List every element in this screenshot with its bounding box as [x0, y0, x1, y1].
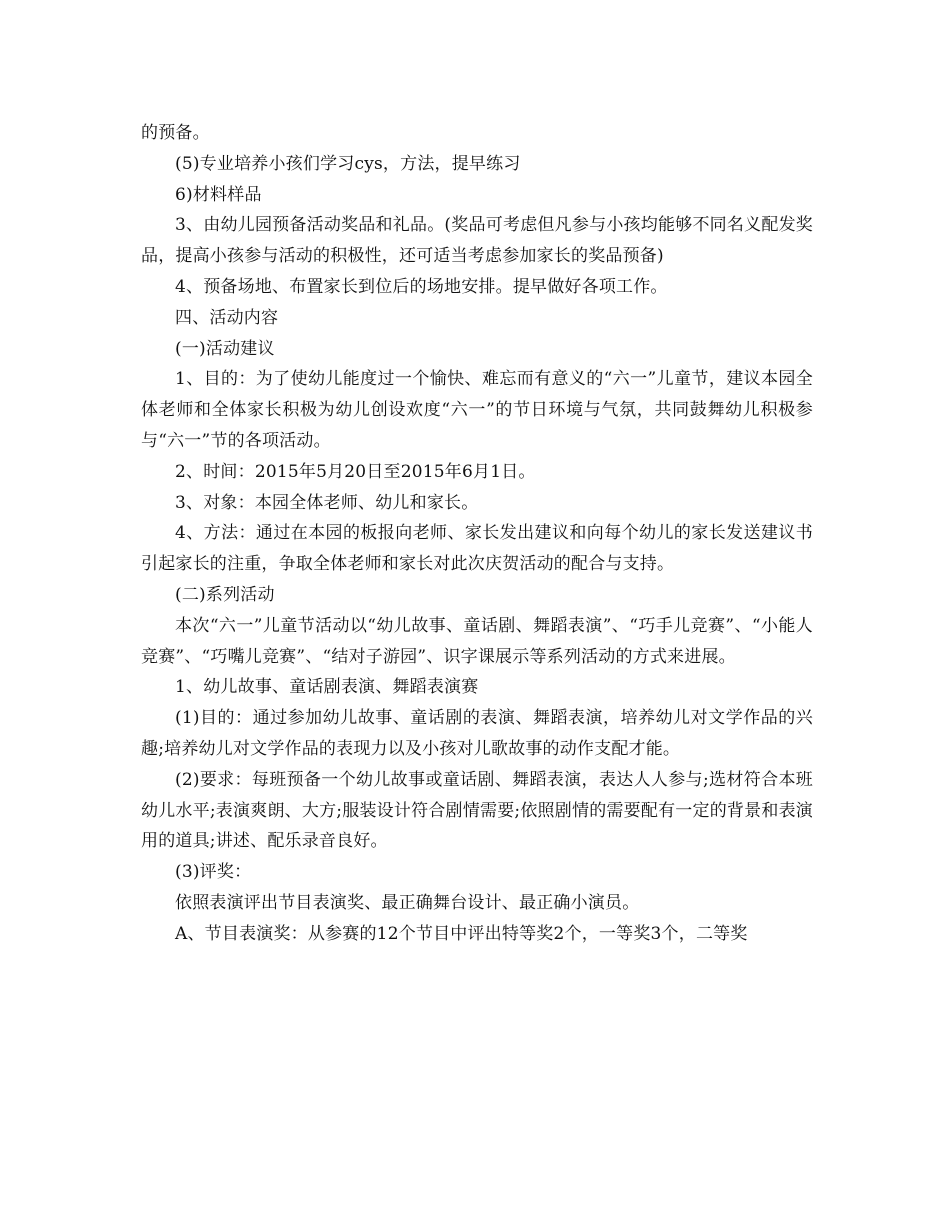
paragraph: A、节目表演奖：从参赛的12个节目中评出特等奖2个，一等奖3个，二等奖: [175, 923, 748, 944]
paragraph: 本次“六一”儿童节活动以“幼儿故事、童话剧、舞蹈表演”、“巧手儿竞赛”、“小能人竞赛”、“巧嘴儿竞赛”、“结对子游园”、识字课展示等系列活动的方式来进展。: [141, 615, 813, 667]
subsection-heading: (二)系列活动: [175, 584, 275, 605]
paragraph: 6)材料样品: [175, 184, 262, 205]
paragraph: (2)要求：每班预备一个幼儿故事或童话剧、舞蹈表演，表达人人参与;选材符合本班幼儿水平;表演爽朗、大方;服装设计符合剧情需要;依照剧情的需要配有一定的背景和表演用的道具;讲述、配乐录音良好。: [141, 769, 813, 852]
paragraph: 2、时间：2015年5月20日至2015年6月1日。: [175, 461, 536, 482]
paragraph: 4、方法：通过在本园的板报向老师、家长发出建议和向每个幼儿的家长发送建议书引起家长的注重，争取全体老师和家长对此次庆贺活动的配合与支持。: [141, 523, 813, 575]
paragraph: (3)评奖：: [175, 862, 252, 883]
document-body: [141, 118, 813, 950]
subsection-heading: (一)活动建议: [175, 338, 275, 359]
section-heading: 四、活动内容: [175, 307, 279, 328]
paragraph: 依照表演评出节目表演奖、最正确舞台设计、最正确小演员。: [175, 892, 640, 913]
paragraph: 4、预备场地、布置家长到位后的场地安排。提早做好各项工作。: [175, 276, 668, 297]
paragraph: (5)专业培养小孩们学习cys，方法，提早练习: [175, 153, 521, 174]
paragraph: (1)目的：通过参加幼儿故事、童话剧的表演、舞蹈表演，培养幼儿对文学作品的兴趣;培养幼儿对文学作品的表现力以及小孩对儿歌故事的动作支配才能。: [141, 708, 813, 759]
paragraph: 3、由幼儿园预备活动奖品和礼品。(奖品可考虑但凡参与小孩均能够不同名义配发奖品，提高小孩参与活动的积极性，还可适当考虑参加家长的奖品预备): [141, 215, 813, 267]
item-heading: 1、幼儿故事、童话剧表演、舞蹈表演赛: [175, 677, 479, 698]
paragraph-continuation: 的预备。: [141, 123, 210, 143]
paragraph: 1、目的：为了使幼儿能度过一个愉快、难忘而有意义的“六一”儿童节，建议本园全体老师和全体家长积极为幼儿创设欢度“六一”的节日环境与气氛，共同鼓舞幼儿积极参与“六一”节的各项活动。: [141, 369, 813, 451]
paragraph: 3、对象：本园全体老师、幼儿和家长。: [175, 492, 479, 513]
